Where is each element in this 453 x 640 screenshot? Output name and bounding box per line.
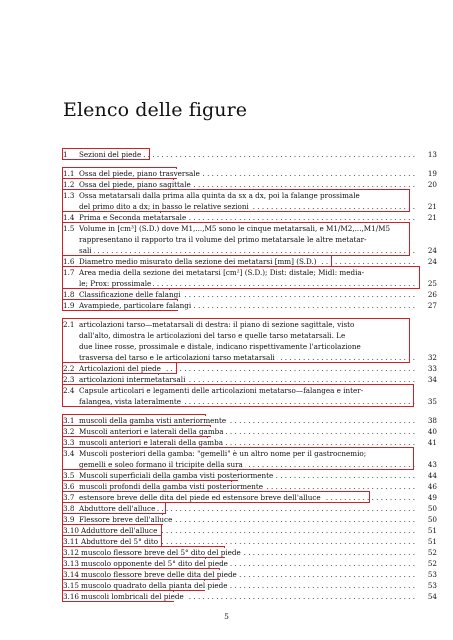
figure-caption-line xyxy=(79,234,437,245)
toc-entry[interactable] xyxy=(63,256,437,267)
figure-number: 3.7 xyxy=(63,493,75,502)
figure-number: 3.11 xyxy=(63,537,80,546)
figure-caption: Flessore breve dell'alluce xyxy=(79,515,173,524)
figure-caption-line xyxy=(81,569,437,580)
page-reference[interactable]: 51 xyxy=(427,537,437,546)
figure-number: 2.3 xyxy=(63,375,75,384)
figure-caption-line xyxy=(79,212,437,223)
page-reference[interactable]: 27 xyxy=(427,301,437,310)
page-reference[interactable]: 21 xyxy=(427,213,437,222)
figure-caption-line xyxy=(79,278,437,289)
toc-entry[interactable] xyxy=(63,190,437,212)
figure-caption-line xyxy=(79,300,437,311)
figure-number: 2.1 xyxy=(63,320,75,329)
page-reference[interactable]: 40 xyxy=(427,427,437,436)
toc-entry[interactable] xyxy=(63,470,437,481)
page-reference[interactable]: 51 xyxy=(427,526,437,535)
toc-entry[interactable] xyxy=(63,223,437,256)
toc-entry[interactable] xyxy=(63,448,437,470)
page-reference[interactable]: 49 xyxy=(427,493,437,502)
figure-caption: due linee rosse, prossimale e distale, indicano rispettivamente l'articolazione xyxy=(79,342,361,351)
figure-caption-line xyxy=(79,481,437,492)
figure-number: 3.12 xyxy=(63,548,80,557)
figure-caption: muscolo opponente del 5° dito del piede xyxy=(81,559,228,568)
page-reference[interactable]: 54 xyxy=(427,592,437,601)
toc-entry[interactable] xyxy=(63,212,437,223)
figure-caption: muscoli lombricali del piede xyxy=(81,592,184,601)
figure-caption: sali xyxy=(79,246,92,255)
figure-caption: le; Prox: prossimale xyxy=(79,279,152,288)
figure-caption: articolazioni tarso—metatarsali di destra: il piano di sezione sagittale, visto xyxy=(79,320,355,329)
figure-caption: Ossa del piede, piano sagittale xyxy=(79,180,191,189)
figure-caption: muscolo flessore breve del 5° dito del piede xyxy=(81,548,241,557)
toc-entry[interactable] xyxy=(63,481,437,492)
figure-caption: falangea, vista lateralmente xyxy=(79,397,181,406)
figure-caption-line xyxy=(79,415,437,426)
toc-entry[interactable] xyxy=(63,374,437,385)
figure-number: 1.9 xyxy=(63,301,75,310)
figure-number: 3.6 xyxy=(63,482,75,491)
figure-number: 3.4 xyxy=(63,449,75,458)
figure-caption-line xyxy=(79,396,437,407)
figure-number: 1.8 xyxy=(63,290,75,299)
figure-caption-line xyxy=(79,245,437,256)
page-reference[interactable]: 35 xyxy=(427,397,437,406)
page-reference[interactable]: 25 xyxy=(427,279,437,288)
figure-caption-line xyxy=(81,591,437,602)
page-reference[interactable]: 21 xyxy=(427,202,437,211)
toc-entry[interactable] xyxy=(63,569,437,580)
figure-number: 3.16 xyxy=(63,592,80,601)
figure-number: 1.1 xyxy=(63,169,75,178)
figure-caption: Volume in [cm³] (S.D.) dove M1,...,M5 sono le cinque metatarsali, e M1/M2,...,M1/M5 xyxy=(79,224,391,233)
toc-entry[interactable] xyxy=(63,168,437,179)
page-reference[interactable]: 24 xyxy=(427,246,437,255)
page-reference[interactable]: 52 xyxy=(427,548,437,557)
toc-entry[interactable] xyxy=(63,437,437,448)
figure-caption: articolazioni intermetatarsali xyxy=(79,375,186,384)
figure-caption: del primo dito a dx; in basso le relative sezioni xyxy=(79,202,249,211)
figure-caption-line xyxy=(79,168,437,179)
figure-caption: Abduttore dell'alluce xyxy=(79,504,156,513)
toc-entry[interactable] xyxy=(63,149,437,160)
page-title: Elenco delle figure xyxy=(63,99,248,121)
figure-caption: Adduttore dell'alluce xyxy=(81,526,158,535)
figure-caption: muscoli della gamba visti anteriormente xyxy=(79,416,227,425)
figure-caption: Ossa del piede, piano trasversale xyxy=(79,169,200,178)
toc-entry[interactable] xyxy=(63,492,437,503)
toc-entry[interactable] xyxy=(63,179,437,190)
figure-caption: Classificazione delle falangi xyxy=(79,290,181,299)
figure-number: 2.2 xyxy=(63,364,75,373)
figure-caption: Muscoli anteriori e laterali della gamba xyxy=(79,427,224,436)
page-number: 5 xyxy=(224,612,229,621)
figure-caption-line xyxy=(79,448,437,459)
figure-number: 1.2 xyxy=(63,180,75,189)
figure-number: 3.8 xyxy=(63,504,75,513)
toc-entry[interactable] xyxy=(63,363,437,374)
toc-entry[interactable] xyxy=(63,514,437,525)
figure-number: 3.13 xyxy=(63,559,80,568)
figure-number: 1 xyxy=(63,150,68,159)
toc-entry[interactable] xyxy=(63,385,437,407)
figure-caption-line xyxy=(79,267,437,278)
page-reference[interactable]: 32 xyxy=(427,353,437,362)
figure-number: 3.9 xyxy=(63,515,75,524)
page-reference[interactable]: 50 xyxy=(427,504,437,513)
figure-caption-line xyxy=(81,536,437,547)
figure-number: 3.2 xyxy=(63,427,75,436)
figure-caption: Abduttore del 5° dito xyxy=(81,537,159,546)
page-reference[interactable]: 38 xyxy=(427,416,437,425)
toc-entry[interactable] xyxy=(63,289,437,300)
figure-caption-line xyxy=(79,330,437,341)
page-reference[interactable]: 20 xyxy=(427,180,437,189)
figure-caption-line xyxy=(79,514,437,525)
figure-caption-line xyxy=(81,547,437,558)
figure-caption: Ossa metatarsali dalla prima alla quinta da sx a dx, poi la falange prossimale xyxy=(79,191,360,200)
toc-entry[interactable] xyxy=(63,300,437,311)
figure-caption: muscolo flessore breve delle dita del piede xyxy=(81,570,237,579)
figure-number: 3.1 xyxy=(63,416,75,425)
toc-entry[interactable] xyxy=(63,319,437,363)
figure-caption: dall'alto, dimostra le articolazioni del tarso e quelle tarso metatarsali. Le xyxy=(79,331,346,340)
page-reference[interactable]: 34 xyxy=(427,375,437,384)
page-reference[interactable]: 44 xyxy=(427,471,437,480)
figure-caption: Avampiede, particolare falangi xyxy=(79,301,192,310)
toc-entry[interactable] xyxy=(63,558,437,569)
toc-entry[interactable] xyxy=(63,503,437,514)
page-reference[interactable]: 41 xyxy=(427,438,437,447)
figure-number: 1.5 xyxy=(63,224,75,233)
figure-caption-line xyxy=(79,459,437,470)
figure-caption-line xyxy=(79,426,437,437)
figure-caption-line xyxy=(79,289,437,300)
toc-entry[interactable] xyxy=(63,536,437,547)
figure-caption: trasversa del tarso e le articolazioni tarso metatarsali xyxy=(79,353,275,362)
page-reference[interactable]: 24 xyxy=(427,257,437,266)
figure-caption: muscoli profondi della gamba visti posteriormente xyxy=(79,482,264,491)
figure-number: 1.7 xyxy=(63,268,75,277)
figure-caption-line xyxy=(79,319,437,330)
figure-number: 1.3 xyxy=(63,191,75,200)
page-reference[interactable]: 43 xyxy=(427,460,437,469)
figure-caption: estensore breve delle dita del piede ed estensore breve dell'alluce xyxy=(79,493,321,502)
figure-caption-line xyxy=(79,470,437,481)
page-reference[interactable]: 52 xyxy=(427,559,437,568)
page-reference[interactable]: 53 xyxy=(427,581,437,590)
figure-caption: muscolo quadrato della pianta del piede xyxy=(81,581,228,590)
figure-caption: muscoli anteriori e laterali della gamba xyxy=(79,438,223,447)
page-reference[interactable]: 26 xyxy=(427,290,437,299)
figure-caption-line xyxy=(79,201,437,212)
figure-caption-line xyxy=(79,179,437,190)
figure-number: 1.4 xyxy=(63,213,75,222)
figure-caption-line xyxy=(79,363,437,374)
figure-caption-line xyxy=(79,149,437,160)
figure-caption: Muscoli superficiali della gamba visti posteriormente xyxy=(79,471,274,480)
toc-entry[interactable] xyxy=(63,415,437,426)
figure-caption-line xyxy=(79,492,437,503)
toc-entry[interactable] xyxy=(63,547,437,558)
figure-caption: Area media della sezione dei metatarsi [cm²] (S.D.); Dist: distale; Midl: media- xyxy=(79,268,365,277)
figure-caption: rappresentano il rapporto tra il volume del primo metatarsale le altre metatar- xyxy=(79,235,367,244)
figure-number: 1.6 xyxy=(63,257,75,266)
toc-entry[interactable] xyxy=(63,580,437,591)
figure-caption: Sezioni del piede xyxy=(79,150,142,159)
figure-caption-line xyxy=(79,190,437,201)
figure-caption-line xyxy=(79,437,437,448)
figure-caption-line xyxy=(81,580,437,591)
page-reference[interactable]: 46 xyxy=(427,482,437,491)
toc-entry[interactable] xyxy=(63,525,437,536)
figure-caption-line xyxy=(79,256,437,267)
figure-caption: gemelli e soleo formano il tricipite della sura xyxy=(79,460,243,469)
figure-caption: Diametro medio misurato della sezione dei metatarsi [mm] (S.D.) xyxy=(79,257,317,266)
figure-number: 3.3 xyxy=(63,438,75,447)
figure-number: 3.5 xyxy=(63,471,75,480)
page-reference[interactable]: 33 xyxy=(427,364,437,373)
figure-caption-line xyxy=(81,525,437,536)
page-reference[interactable]: 50 xyxy=(427,515,437,524)
figure-caption: Muscoli posteriori della gamba: "gemelli" è un altro nome per il gastrocnemio; xyxy=(79,449,367,458)
figure-number: 3.10 xyxy=(63,526,80,535)
toc-entry[interactable] xyxy=(63,591,437,602)
figure-caption-line xyxy=(79,385,437,396)
figure-caption: Articolazioni del piede xyxy=(79,364,161,373)
toc-entry[interactable] xyxy=(63,267,437,289)
figure-caption-line xyxy=(79,503,437,514)
figure-number: 2.4 xyxy=(63,386,75,395)
page-reference[interactable]: 13 xyxy=(427,150,437,159)
page-reference[interactable]: 53 xyxy=(427,570,437,579)
figure-caption-line xyxy=(79,223,437,234)
figure-caption-line xyxy=(81,558,437,569)
figure-caption-line xyxy=(79,341,437,352)
figure-number: 3.14 xyxy=(63,570,80,579)
figure-caption-line xyxy=(79,352,437,363)
figure-caption-line xyxy=(79,374,437,385)
toc-entry[interactable] xyxy=(63,426,437,437)
page-reference[interactable]: 19 xyxy=(427,169,437,178)
figure-caption: Capsule articolari e legamenti delle articolazioni metatarso—falangea e inter- xyxy=(79,386,364,395)
figure-caption: Prima e Seconda metatarsale xyxy=(79,213,187,222)
figure-number: 3.15 xyxy=(63,581,80,590)
